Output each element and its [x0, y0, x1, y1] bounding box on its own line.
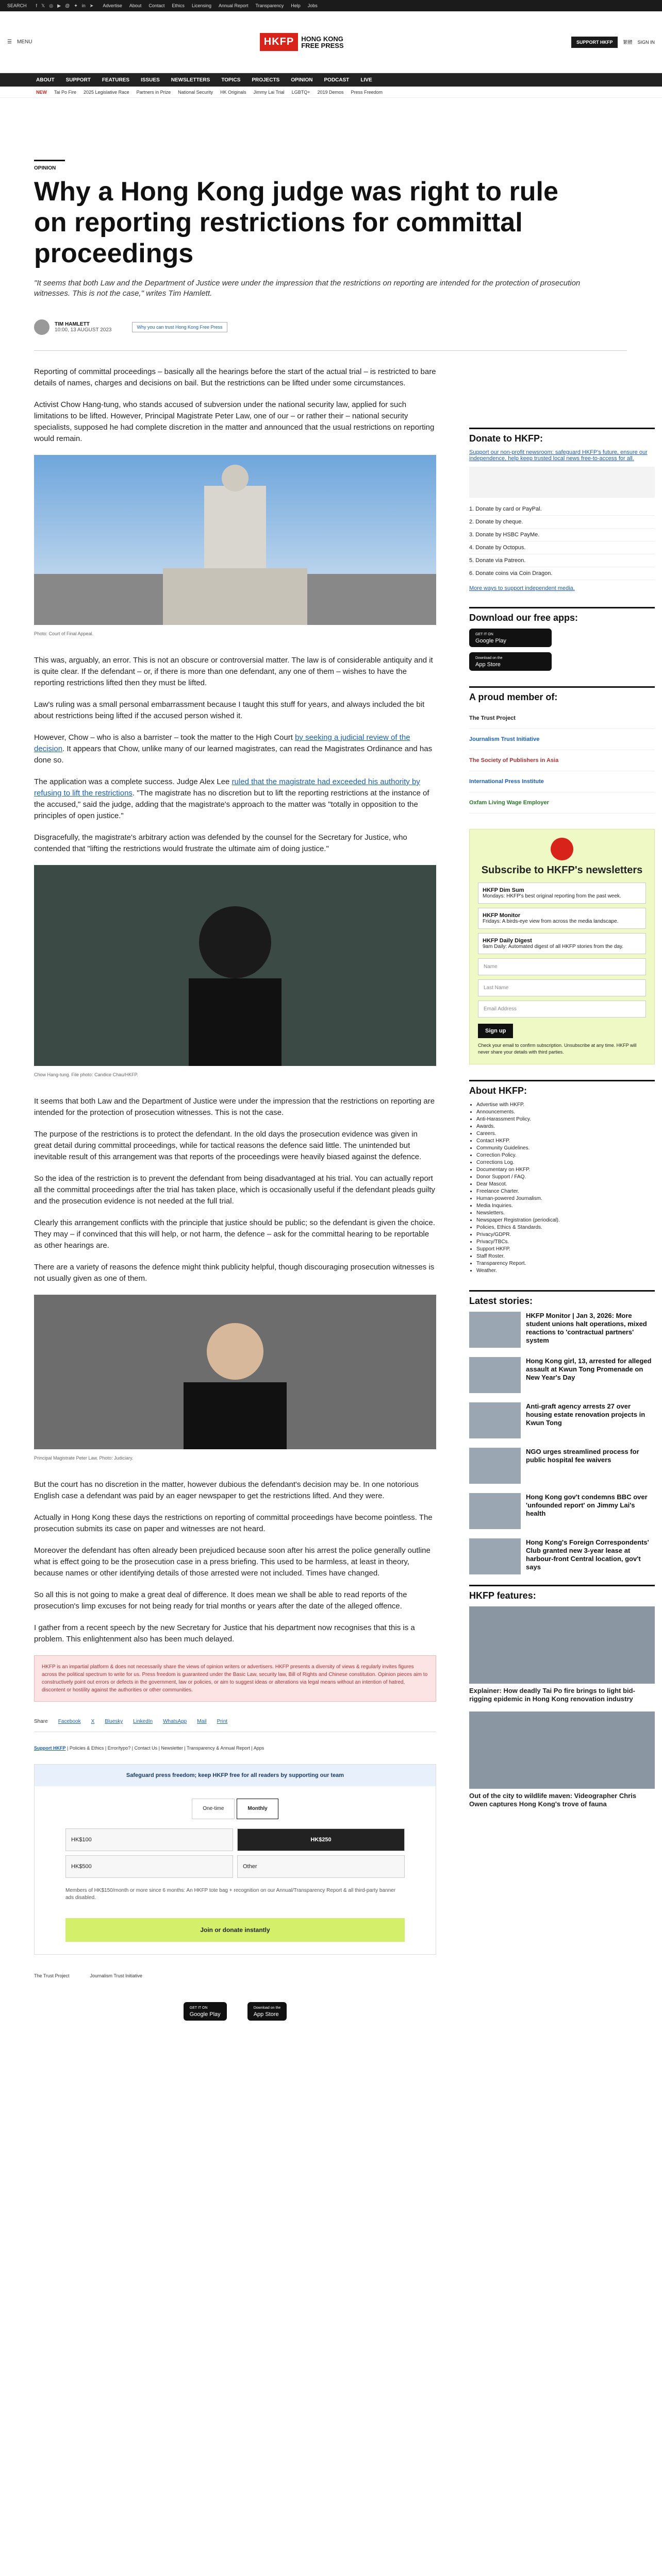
newsletter-option-dim-sum[interactable]: [478, 883, 646, 904]
trending-item[interactable]: LGBTQ+: [291, 89, 310, 95]
court-photo: [34, 455, 436, 625]
story-card[interactable]: [469, 1312, 655, 1348]
about-item[interactable]: • Weather.: [476, 1267, 655, 1275]
paragraph: I gather from a recent speech by the new Secretary for Justice that his department now recognises that this is a problem. This enlightenment also has been much delayed.: [34, 1623, 415, 1643]
about-item[interactable]: • Donor Support / FAQ.: [476, 1174, 655, 1181]
support-link[interactable]: Support HKFP: [34, 1745, 66, 1751]
share-label: Share: [34, 1719, 48, 1724]
byline-text: [55, 321, 111, 333]
trending-item[interactable]: Jimmy Lai Trial: [253, 89, 285, 95]
email-field[interactable]: Email Address: [478, 1001, 646, 1018]
text-run: . "The magistrate has no discretion but to lift the reporting restrictions at the instance of the accused," said the judge, adding that the magistrate's approach to the matter was "totally in opposition to the principles of open justice.": [34, 789, 429, 820]
story-thumbnail: [469, 1312, 521, 1348]
amount-option[interactable]: HK$100: [65, 1828, 233, 1851]
article-title: Why a Hong Kong judge was right to rule on reporting restrictions for committal proceedings: [34, 177, 558, 268]
trending-item[interactable]: National Security: [178, 89, 213, 95]
article-lede: "It seems that both Law and the Department of Justice were under the impression that the restrictions on reporting are intended for the protection of prosecution witnesses. This is not the case," writes Tim Hamlett.: [34, 279, 581, 298]
nav-item-projects[interactable]: PROJECTS: [252, 77, 280, 83]
share-whatsapp[interactable]: WhatsApp: [163, 1719, 187, 1724]
about-item[interactable]: • Correction Policy.: [476, 1152, 655, 1159]
bluesky-icon[interactable]: ✦: [74, 3, 78, 8]
logo-line-2: FREE PRESS: [301, 41, 344, 49]
newsletter-logo: [551, 838, 573, 860]
member-logo[interactable]: Journalism Trust Initiative: [469, 729, 655, 750]
more-ways-link[interactable]: More ways to support independent media.: [469, 585, 575, 591]
topbar-link-contact[interactable]: Contact: [148, 3, 165, 8]
text-run: The application was a complete success. Judge Alex Lee: [34, 777, 232, 786]
member-logo[interactable]: International Press Institute: [469, 771, 655, 792]
footer-app-buttons: [34, 2002, 436, 2021]
language-toggle[interactable]: 繁體: [623, 40, 633, 45]
logo-mark: HKFP: [260, 33, 298, 51]
proud-member-heading: A proud member of:: [469, 686, 655, 703]
about-heading: About HKFP:: [469, 1080, 655, 1096]
about-item[interactable]: • Human-powered Journalism.: [476, 1195, 655, 1202]
menu-label[interactable]: MENU: [16, 39, 32, 45]
share-print[interactable]: Print: [217, 1719, 228, 1724]
magistrate-photo: [34, 1295, 436, 1449]
footer-links-row: [34, 1742, 436, 1754]
paragraph: There are a variety of reasons the defence might think publicity helpful, though discouraging prosecution witnesses is not usually given as one of them.: [34, 1263, 435, 1283]
instagram-icon[interactable]: ◎: [49, 3, 54, 8]
paragraph: The purpose of the restrictions is to protect the defendant. In the old days the prosecution evidence was given in great detail during committal proceedings, while for tactical reasons the defence said little. The unintended but inevitable result of this arrangement was that reports of the proceedings were heavily biased against the defence.: [34, 1130, 422, 1161]
option-desc: 9am Daily: Automated digest of all HKFP stories from the day.: [483, 944, 624, 950]
topbar-link-transparency[interactable]: Transparency: [255, 3, 284, 8]
about-item[interactable]: • Newsletters.: [476, 1210, 655, 1217]
donate-method[interactable]: 1. Donate by card or PayPal.: [469, 503, 655, 516]
photo-caption: Photo: Court of Final Appeal.: [34, 631, 94, 636]
about-item[interactable]: • Media Inquiries.: [476, 1202, 655, 1210]
trust-project-logo[interactable]: The Trust Project: [34, 1973, 70, 1978]
newsletter-note: Check your email to confirm subscription. Unsubscribe at any time. HKFP will never share your details with third parties.: [478, 1043, 637, 1055]
ruling-link[interactable]: ruled that the magistrate had exceeded his authority by refusing to lift the restrictions: [34, 777, 420, 798]
magistrate-illustration: [34, 1295, 436, 1449]
latest-list: [469, 1312, 655, 1574]
donate-sidebar-text[interactable]: Support our non-profit newsroom: safeguard HKFP's future, ensure our independence, help keep trusted local news free-to-access for all.: [469, 449, 648, 462]
member-logo[interactable]: The Society of Publishers in Asia: [469, 750, 655, 771]
donate-frequency-tabs: [35, 1799, 436, 1819]
photo-caption: Principal Magistrate Peter Law. Photo: Judiciary.: [34, 1455, 134, 1461]
about-item[interactable]: • Newspaper Registration (periodical).: [476, 1217, 655, 1224]
story-card[interactable]: [469, 1402, 655, 1438]
paragraph: Disgracefully, the magistrate's arbitrary action was defended by the counsel for the Secretary for Justice, who contended that "lifting the restrictions would frustrate the ultimate aim of doing justice.": [34, 833, 407, 853]
site-logo[interactable]: [260, 33, 344, 51]
newsletter-heading: Subscribe to HKFP's newsletters: [481, 865, 643, 876]
feature-title[interactable]: Explainer: How deadly Tai Po fire brings to light bid-rigging epidemic in Hong Kong renovation industry: [469, 1687, 635, 1703]
topbar-links: [103, 3, 317, 8]
social-icons: [36, 3, 94, 9]
share-bar: [34, 1712, 436, 1732]
google-play-button[interactable]: [469, 629, 552, 647]
nav-item-about[interactable]: ABOUT: [36, 77, 55, 83]
newsletter-option-daily[interactable]: [478, 933, 646, 954]
publish-date: 10:00, 13 AUGUST 2023: [55, 327, 112, 333]
about-item[interactable]: • Transparency Report.: [476, 1260, 655, 1267]
join-button[interactable]: Join or donate instantly: [65, 1918, 405, 1942]
portrait-illustration: [34, 865, 436, 1066]
about-item[interactable]: • Careers.: [476, 1130, 655, 1138]
topbar-link-licensing[interactable]: Licensing: [191, 3, 211, 8]
about-item[interactable]: • Corrections Log.: [476, 1159, 655, 1166]
author-name[interactable]: TIM HAMLETT: [55, 321, 90, 327]
trending-item[interactable]: 2019 Demos: [317, 89, 344, 95]
option-title: HKFP Daily Digest: [483, 938, 532, 944]
about-item[interactable]: • Staff Roster.: [476, 1253, 655, 1260]
app-store-label: App Store: [475, 662, 501, 668]
feature-card[interactable]: [469, 1606, 655, 1703]
payment-icons: [469, 467, 655, 498]
paragraph: Law's ruling was a small personal embarrassment because I taught this stuff for years, and always included the bit about restrictions being lifted if the accused person wished it.: [34, 700, 425, 720]
about-item[interactable]: • Support HKFP.: [476, 1246, 655, 1253]
share-facebook[interactable]: Facebook: [58, 1719, 81, 1724]
option-desc: Fridays: A birds-eye view from across the media landscape.: [483, 919, 619, 924]
google-play-button[interactable]: [184, 2002, 227, 2021]
story-thumbnail: [469, 1448, 521, 1484]
story-thumbnail: [469, 1493, 521, 1529]
donate-method[interactable]: 5. Donate via Patreon.: [469, 554, 655, 567]
text-run: . It appears that Chow, unlike many of our learned magistrates, can read the Magistrates Ordinance and has done so.: [34, 744, 433, 765]
about-item[interactable]: • Anti-Harassment Policy.: [476, 1116, 655, 1123]
story-thumbnail: [469, 1538, 521, 1574]
donate-method[interactable]: 6. Donate coins via Coin Dragon.: [469, 567, 655, 580]
story-card[interactable]: [469, 1357, 655, 1393]
about-item[interactable]: • Community Guidelines.: [476, 1145, 655, 1152]
main-nav: [0, 73, 662, 87]
about-item[interactable]: • Contact HKFP.: [476, 1138, 655, 1145]
app-store-small: Download on the: [475, 656, 503, 660]
story-title[interactable]: NGO urges streamlined process for public hospital fee waivers: [526, 1448, 639, 1464]
jti-logo[interactable]: Journalism Trust Initiative: [90, 1973, 143, 1978]
option-title: HKFP Dim Sum: [483, 887, 524, 893]
about-item[interactable]: • Privacy/GDPR.: [476, 1231, 655, 1239]
signup-button[interactable]: Sign up: [478, 1024, 513, 1038]
amount-option-selected[interactable]: HK$250: [237, 1828, 405, 1851]
about-list: [469, 1101, 655, 1275]
feature-image: [469, 1606, 655, 1684]
section-label[interactable]: OPINION: [34, 160, 65, 171]
x-icon[interactable]: 𝕏: [41, 3, 45, 8]
footer-logos: [34, 1970, 436, 1981]
story-thumbnail: [469, 1402, 521, 1438]
first-name-field[interactable]: Name: [478, 958, 646, 975]
donate-sidebar-heading: Donate to HKFP:: [469, 428, 655, 444]
story-title[interactable]: Hong Kong girl, 13, arrested for alleged assault at Kwun Tong Promenade on New Year's Day: [526, 1357, 652, 1381]
story-title[interactable]: HKFP Monitor | Jan 3, 2026: More student unions halt operations, mixed reactions to 'contractual partners' system: [526, 1312, 647, 1344]
trending-item[interactable]: Tai Po Fire: [54, 89, 77, 95]
sign-in-link[interactable]: SIGN IN: [637, 39, 655, 45]
tab-monthly[interactable]: Monthly: [237, 1799, 278, 1819]
trust-link[interactable]: Why you can trust Hong Kong Free Press: [132, 322, 227, 332]
threads-icon[interactable]: @: [65, 3, 70, 8]
google-play-small: GET IT ON: [189, 2006, 208, 2010]
logo-text: [301, 36, 343, 49]
trending-item[interactable]: Press Freedom: [351, 89, 383, 95]
donate-method[interactable]: 3. Donate by HSBC PayMe.: [469, 529, 655, 541]
topbar-link-about[interactable]: About: [129, 3, 142, 8]
latest-heading: Latest stories:: [469, 1290, 655, 1307]
story-card[interactable]: [469, 1538, 655, 1574]
judicial-review-link[interactable]: by seeking a judicial review of the decision: [34, 733, 410, 753]
feature-title[interactable]: Out of the city to wildlife maven: Videographer Chris Owen captures Hong Kong's trove of fauna: [469, 1792, 637, 1808]
about-item[interactable]: • Policies, Ethics & Standards.: [476, 1224, 655, 1231]
paragraph: It seems that both Law and the Department of Justice were under the impression that the restrictions on reporting are intended for the protection of prosecution witnesses. This is not the case.: [34, 1097, 435, 1117]
divider: [34, 350, 627, 351]
policy-links[interactable]: | Policies & Ethics | Error/typo? | Contact Us | Newsletter | Transparency & Annual Report | Apps: [67, 1745, 264, 1751]
share-linkedin[interactable]: LinkedIn: [133, 1719, 153, 1724]
search-link[interactable]: SEARCH: [7, 3, 27, 8]
app-store-button[interactable]: [247, 2002, 287, 2021]
about-item[interactable]: • Awards.: [476, 1123, 655, 1130]
nav-item-issues[interactable]: ISSUES: [141, 77, 160, 83]
google-play-label: Google Play: [475, 638, 506, 644]
last-name-field[interactable]: Last Name: [478, 979, 646, 996]
site-header: [0, 11, 662, 73]
donate-box: [34, 1764, 436, 1955]
trending-item[interactable]: 2025 Legislative Race: [84, 89, 129, 95]
donate-methods-list: [469, 503, 655, 580]
donate-method[interactable]: 2. Donate by cheque.: [469, 516, 655, 529]
topbar-link-jobs[interactable]: Jobs: [307, 3, 318, 8]
donate-heading: Safeguard press freedom; keep HKFP free for all readers by supporting our team: [35, 1765, 436, 1786]
about-item[interactable]: • Documentary on HKFP.: [476, 1166, 655, 1174]
topbar-link-ethics[interactable]: Ethics: [172, 3, 185, 8]
facebook-icon[interactable]: f: [36, 3, 38, 8]
trending-item[interactable]: Partners in Prize: [136, 89, 171, 95]
google-play-label: Google Play: [189, 2011, 221, 2018]
story-thumbnail: [469, 1357, 521, 1393]
nav-item-topics[interactable]: TOPICS: [221, 77, 241, 83]
trending-item[interactable]: HK Originals: [220, 89, 246, 95]
about-item[interactable]: • Privacy/TBCs.: [476, 1239, 655, 1246]
trending-new-badge: NEW: [36, 89, 47, 95]
story-card[interactable]: [469, 1493, 655, 1529]
features-heading: HKFP features:: [469, 1585, 655, 1601]
byline: [34, 319, 628, 335]
nav-item-newsletters[interactable]: NEWSLETTERS: [171, 77, 210, 83]
nav-item-features[interactable]: FEATURES: [102, 77, 130, 83]
header-actions: [571, 37, 655, 48]
tab-one-time[interactable]: One-time: [192, 1799, 235, 1819]
donate-amounts: [35, 1819, 436, 1887]
apps-heading: Download our free apps:: [469, 607, 655, 623]
story-title[interactable]: Hong Kong gov't condemns BBC over 'unfounded report' on Jimmy Lai's health: [526, 1493, 648, 1517]
paragraph: So the idea of the restriction is to prevent the defendant from being disadvantaged at his trial. You can actually report all the committal proceedings after the trial has taken place, which is occasionally useful if the defendant pleads guilty and the prosecution evidence is not needed at the full trial.: [34, 1174, 435, 1206]
google-play-small: GET IT ON: [475, 633, 493, 636]
sidebar: [469, 428, 655, 1817]
amount-option-other[interactable]: Other: [237, 1855, 405, 1878]
logo-line-1: HONG KONG: [301, 35, 343, 43]
paragraph: [34, 776, 436, 822]
article-body: [34, 366, 436, 2021]
linkedin-icon[interactable]: in: [81, 3, 86, 8]
newsletter-box: [469, 829, 655, 1064]
paragraph: Reporting of committal proceedings – basically all the hearings before the start of the actual trial – is restricted to bare details of names, charges and decisions on bail. But the restrictions can be lifted under some circumstances.: [34, 367, 436, 387]
opinion-disclaimer: HKFP is an impartial platform & does not necessarily share the views of opinion writers or advertisers. HKFP presents a diversity of views & regularly invites figures across the political spectrum to write for us. Press freedom is guaranteed under the Basic Law, security law, Bill of Rights and Chinese constitution. Opinion pieces aim to constructively point out errors or defects in the government, law or policies, or aim to suggest ideas or alterations via legal means without an intention of hatred, discontent or hostility against the authorities or other communities.: [34, 1655, 436, 1702]
app-store-small: Download on the: [253, 2006, 281, 2010]
donate-method[interactable]: 4. Donate by Octopus.: [469, 541, 655, 554]
share-bluesky[interactable]: Bluesky: [105, 1719, 123, 1724]
paragraph: Actually in Hong Kong these days the restrictions on reporting of committal proceedings have become pointless. The prosecution submits its case on paper and witnesses are not heard.: [34, 1513, 433, 1533]
story-title[interactable]: Anti-graft agency arrests 27 over housing estate renovation projects in Kwun Tong: [526, 1402, 646, 1427]
option-title: HKFP Monitor: [483, 912, 521, 919]
newsletter-option-monitor[interactable]: [478, 908, 646, 929]
topbar-link-advertise[interactable]: Advertise: [103, 3, 122, 8]
trending-bar: [0, 87, 662, 98]
paragraph: So all this is not going to make a great deal of difference. It does mean we shall be able to read reports of the prosecution's limp excuses for not being ready for trial months or years after the date of the alleged offence.: [34, 1590, 407, 1611]
member-logo[interactable]: Oxfam Living Wage Employer: [469, 792, 655, 814]
paragraph: Activist Chow Hang-tung, who stands accused of subversion under the national security law, applied for such limitations to be lifted. However, Principal Magistrate Peter Law, one of our – or rather their – national security specialists, supposed he had complete discretion in the matter and announced that the usual restrictions on reporting would remain.: [34, 400, 435, 443]
paragraph: Clearly this arrangement conflicts with the principle that justice should be public; so the defendant is given the choice. They may – if convinced that this will help, or not harm, the defence – ask for the committal hearing to be reportable as other hearings are.: [34, 1218, 435, 1250]
sidebar-app-buttons: [469, 629, 655, 671]
photo-caption: Chow Hang-tung. File photo: Candice Chau/HKFP.: [34, 1072, 138, 1077]
paragraph: Moreover the defendant has often already been prejudiced because soon after his arrest the police generally outline what is effect going to be the prosecution case in a press briefing. This used to be harmless, at least in theory, because names or other identifying details of those arrested were not included. Times have changed.: [34, 1546, 431, 1578]
app-store-button[interactable]: [469, 652, 552, 671]
hamburger-icon[interactable]: ☰: [7, 39, 12, 45]
page-wrapper: [0, 160, 662, 2021]
menu-area[interactable]: [7, 39, 32, 45]
text-run: However, Chow – who is also a barrister – took the matter to the High Court: [34, 733, 295, 742]
nav-item-support[interactable]: SUPPORT: [65, 77, 91, 83]
chow-photo: [34, 865, 436, 1066]
paragraph: But the court has no discretion in the matter, however dubious the defendant's decision may be. In one notorious English case a defendant was paid by an eager newspaper to get the restrictions lifted. And they were.: [34, 1480, 419, 1500]
share-mail[interactable]: Mail: [197, 1719, 207, 1724]
about-item[interactable]: • Advertise with HKFP.: [476, 1101, 655, 1109]
member-logo[interactable]: The Trust Project: [469, 708, 655, 729]
support-button[interactable]: SUPPORT HKFP: [571, 37, 618, 48]
app-store-label: App Store: [253, 2011, 279, 2018]
topbar: [0, 0, 662, 11]
paragraph: [34, 732, 436, 766]
feature-card[interactable]: [469, 1711, 655, 1808]
author-avatar: [34, 319, 49, 335]
paragraph: This was, arguably, an error. This is not an obscure or controversial matter. The law is of considerable antiquity and it is quite clear. If the defendant – or, if there is more than one defendant, any one of them – wishes to have the reporting restrictions lifted then they must be lifted.: [34, 656, 433, 687]
share-x[interactable]: X: [91, 1719, 95, 1724]
member-logos: [469, 708, 655, 814]
youtube-icon[interactable]: ▶: [57, 3, 61, 8]
option-desc: Mondays: HKFP's best original reporting from the past week.: [483, 893, 621, 899]
amount-option[interactable]: HK$500: [65, 1855, 233, 1878]
topbar-link-annual-report[interactable]: Annual Report: [218, 3, 249, 8]
telegram-icon[interactable]: ➤: [89, 3, 94, 8]
about-item[interactable]: • Dear Mascot.: [476, 1181, 655, 1188]
nav-item-podcast[interactable]: PODCAST: [324, 77, 350, 83]
nav-item-live[interactable]: LIVE: [360, 77, 372, 83]
story-card[interactable]: [469, 1448, 655, 1484]
feature-image: [469, 1711, 655, 1789]
statue-illustration: [34, 455, 436, 625]
about-item[interactable]: • Announcements.: [476, 1109, 655, 1116]
nav-item-opinion[interactable]: OPINION: [291, 77, 313, 83]
donate-note: Members of HK$150/month or more since 6 months: An HKFP tote bag + recognition on our Annual/Transparency Report & all third-party banner ads disabled.: [65, 1888, 396, 1901]
story-title[interactable]: Hong Kong's Foreign Correspondents' Club granted new 3-year lease at harbour-front Central location, gov't says: [526, 1538, 649, 1571]
topbar-link-help[interactable]: Help: [291, 3, 301, 8]
about-item[interactable]: • Freelance Charter.: [476, 1188, 655, 1195]
